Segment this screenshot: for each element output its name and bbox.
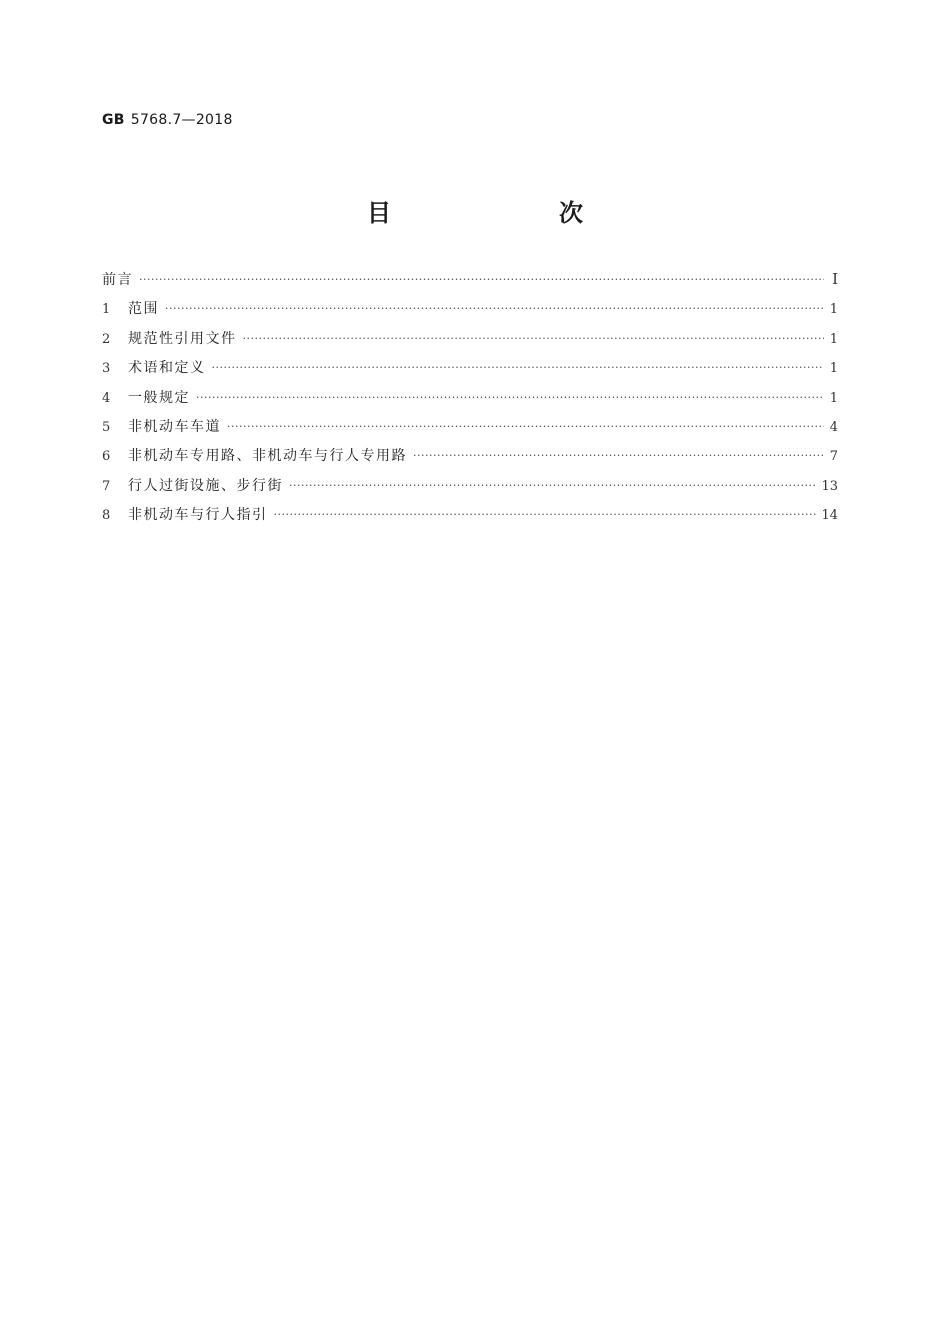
toc-entry-page: 1 [829, 331, 838, 347]
toc-entry-number: 6 [102, 449, 111, 465]
toc-entry-page: 1 [829, 390, 838, 406]
toc-entry-number: 8 [102, 508, 111, 524]
toc-entry-page: 4 [829, 419, 838, 435]
toc-entry-number: 2 [102, 331, 111, 347]
toc-leader-dots [227, 420, 824, 433]
toc-leader-dots [196, 391, 824, 404]
toc-entry-number: 5 [102, 419, 111, 435]
toc-leader-dots [413, 449, 824, 462]
toc-leader-dots [165, 302, 824, 315]
toc-entry-5[interactable] [102, 416, 838, 445]
toc-entry-number: 1 [102, 302, 111, 318]
toc-entry-8[interactable] [102, 504, 838, 533]
toc-entry-2[interactable] [102, 328, 838, 357]
toc-entry-3[interactable] [102, 357, 838, 386]
toc-entry-6[interactable] [102, 445, 838, 474]
toc-leader-dots [139, 273, 824, 286]
toc-entry-page: 14 [821, 508, 838, 524]
toc-leader-dots [243, 332, 825, 345]
toc-entry-text: 规范性引用文件 [128, 330, 237, 347]
toc-title: 目 次 [367, 199, 623, 227]
standard-prefix: GB [102, 112, 125, 128]
toc-entry-page: Ⅰ [832, 270, 838, 288]
toc-entry-number: 7 [102, 478, 111, 494]
toc-leader-dots [274, 508, 818, 521]
toc-entry-page: 1 [829, 361, 838, 377]
toc-entry-page: 13 [821, 478, 838, 494]
toc-leader-dots [289, 479, 817, 492]
toc-entry-text: 一般规定 [128, 389, 190, 406]
toc-entry-text: 范围 [128, 301, 159, 318]
toc-entry-text: 行人过街设施、步行街 [128, 477, 283, 494]
toc-entry-text: 非机动车与行人指引 [128, 507, 268, 524]
table-of-contents [102, 269, 838, 534]
toc-entry-foreword[interactable] [102, 269, 838, 298]
toc-entry-4[interactable] [102, 387, 838, 416]
standard-number: 5768.7—2018 [130, 112, 233, 128]
toc-entry-number: 4 [102, 390, 111, 406]
toc-entry-page: 7 [829, 449, 838, 465]
toc-entry-text: 非机动车专用路、非机动车与行人专用路 [128, 448, 407, 465]
toc-leader-dots [212, 361, 825, 374]
toc-entry-text: 前言 [102, 272, 133, 288]
standard-code [102, 112, 233, 128]
toc-entry-7[interactable] [102, 475, 838, 504]
toc-entry-text: 非机动车车道 [128, 418, 221, 435]
toc-entry-number: 3 [102, 361, 111, 377]
toc-entry-page: 1 [829, 302, 838, 318]
toc-entry-1[interactable] [102, 298, 838, 327]
toc-entry-text: 术语和定义 [128, 360, 206, 377]
